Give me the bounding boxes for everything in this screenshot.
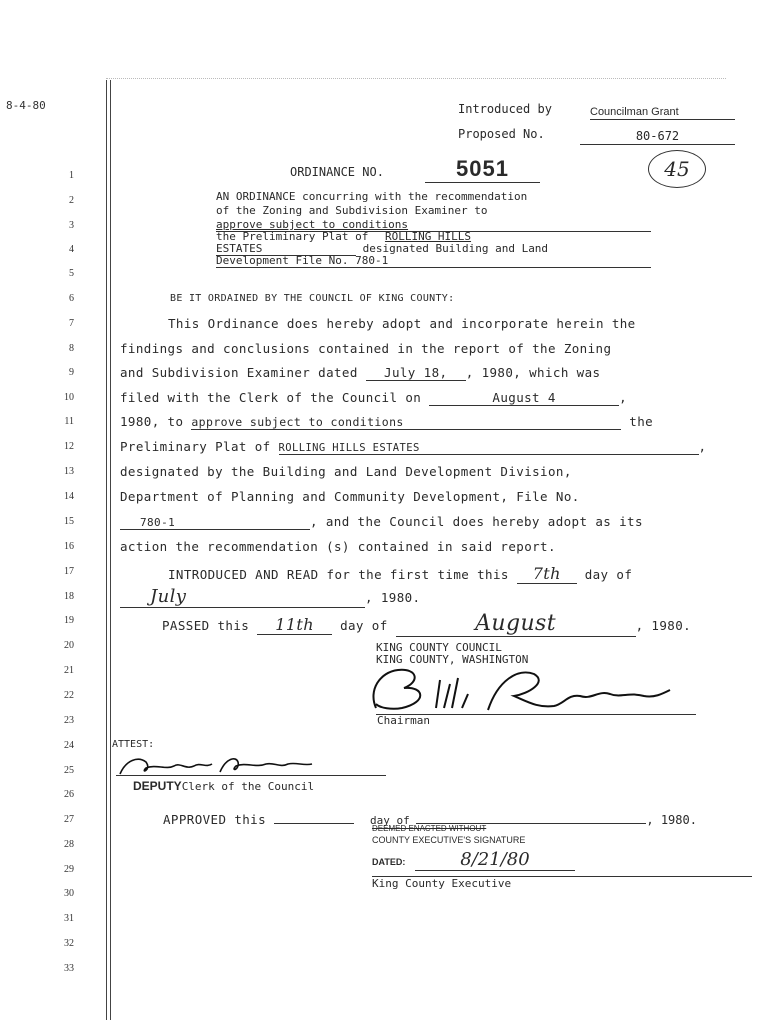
line-number: 32 (64, 938, 74, 949)
line-number: 26 (64, 789, 74, 800)
line-number: 29 (64, 864, 74, 875)
body-line-11: 1980, to approve subject to conditions the (120, 414, 654, 429)
line-number: 31 (64, 913, 74, 924)
dated-line: DATED: 8/21/80 (372, 849, 575, 871)
line-number: 17 (64, 566, 74, 577)
title-line-6: Development File No. 780-1 (216, 254, 651, 268)
circled-number-stamp: 45 (648, 150, 706, 188)
line-number: 24 (64, 740, 74, 751)
line-number: 20 (64, 640, 74, 651)
title-line-5: ESTATES designated Building and Land (216, 242, 549, 255)
deputy-stamp: DEPUTY (133, 779, 182, 793)
deputy-clerk-caption: DEPUTYClerk of the Council (133, 779, 315, 793)
enacting-clause: BE IT ORDAINED BY THE COUNCIL OF KING COUNTY: (170, 293, 455, 304)
line-number: 11 (64, 416, 74, 427)
line-number: 13 (64, 466, 74, 477)
line-number: 16 (64, 541, 74, 552)
left-margin-line-outer (106, 80, 107, 1020)
introduced-by-value: Councilman Grant (590, 100, 735, 120)
body-line-14: Department of Planning and Community Development, File No. (120, 489, 580, 504)
line-number: 25 (64, 765, 74, 776)
line-number: 23 (64, 715, 74, 726)
line-number: 27 (64, 814, 74, 825)
line-number: 1 (69, 170, 74, 181)
body-line-8: findings and conclusions contained in the report of the Zoning (120, 341, 612, 356)
ordinance-label: ORDINANCE NO. (290, 165, 384, 179)
title-line-3: approve subject to conditions (216, 218, 651, 232)
line-number: 14 (64, 491, 74, 502)
line-number: 3 (69, 220, 74, 231)
line-number: 12 (64, 441, 74, 452)
body-line-13: designated by the Building and Land Development Division, (120, 464, 572, 479)
margin-date: 8-4-80 (6, 99, 46, 112)
approved-line: APPROVED this (163, 812, 354, 827)
body-line-15: 780-1 , and the Council does hereby adopt as its (120, 514, 643, 530)
line-number: 6 (69, 293, 74, 304)
line-number: 9 (69, 367, 74, 378)
line-number: 10 (64, 392, 74, 403)
body-line-16: action the recommendation (s) contained in said report. (120, 539, 556, 554)
body-line-9: and Subdivision Examiner dated July 18, , 1980, which was (120, 365, 601, 380)
line-number: 28 (64, 839, 74, 850)
title-line-2: of the Zoning and Subdivision Examiner to (216, 204, 488, 217)
title-line-1: AN ORDINANCE concurring with the recommendation (216, 190, 528, 203)
title-line-4: the Preliminary Plat of ROLLING HILLS (216, 230, 472, 243)
introduced-by-label: Introduced by (458, 102, 552, 116)
left-margin-line-inner (110, 80, 111, 1020)
line-number: 7 (69, 318, 74, 329)
council-name: KING COUNTY COUNCIL (376, 641, 502, 654)
line-number: 2 (69, 195, 74, 206)
proposed-no-label: Proposed No. (458, 127, 545, 141)
council-location: KING COUNTY, WASHINGTON (376, 653, 529, 666)
body-line-18: July , 1980. (120, 586, 420, 608)
line-number: 18 (64, 591, 74, 602)
body-line-7: This Ordinance does hereby adopt and incorporate herein the (168, 316, 636, 331)
line-number: 8 (69, 343, 74, 354)
executive-label: King County Executive (372, 877, 512, 890)
approved-day-of: day of , 1980. (370, 813, 697, 827)
chairman-signature (358, 660, 678, 720)
top-rule (106, 78, 726, 79)
line-number: 33 (64, 963, 74, 974)
line-number: 21 (64, 665, 74, 676)
line-number: 4 (69, 244, 74, 255)
body-line-12: Preliminary Plat of ROLLING HILLS ESTATES , (120, 439, 707, 454)
ordinance-number: 5051 (425, 156, 540, 183)
body-line-10: filed with the Clerk of the Council on August 4 , (120, 390, 628, 405)
line-number: 22 (64, 690, 74, 701)
body-line-17: INTRODUCED AND READ for the first time this 7th day of (168, 564, 633, 583)
chairman-label: Chairman (377, 714, 430, 727)
deemed-enacted-stamp-line-1: DEEMED ENACTED WITHOUT (372, 824, 487, 833)
line-number: 19 (64, 615, 74, 626)
line-number: 15 (64, 516, 74, 527)
deemed-enacted-stamp-line-2: COUNTY EXECUTIVE'S SIGNATURE (372, 835, 526, 845)
attest-label: ATTEST: (112, 739, 155, 750)
line-number: 30 (64, 888, 74, 899)
proposed-no-value: 80-672 (580, 125, 735, 145)
body-line-19: PASSED this 11th day of August , 1980. (162, 611, 692, 636)
line-number: 5 (69, 268, 74, 279)
